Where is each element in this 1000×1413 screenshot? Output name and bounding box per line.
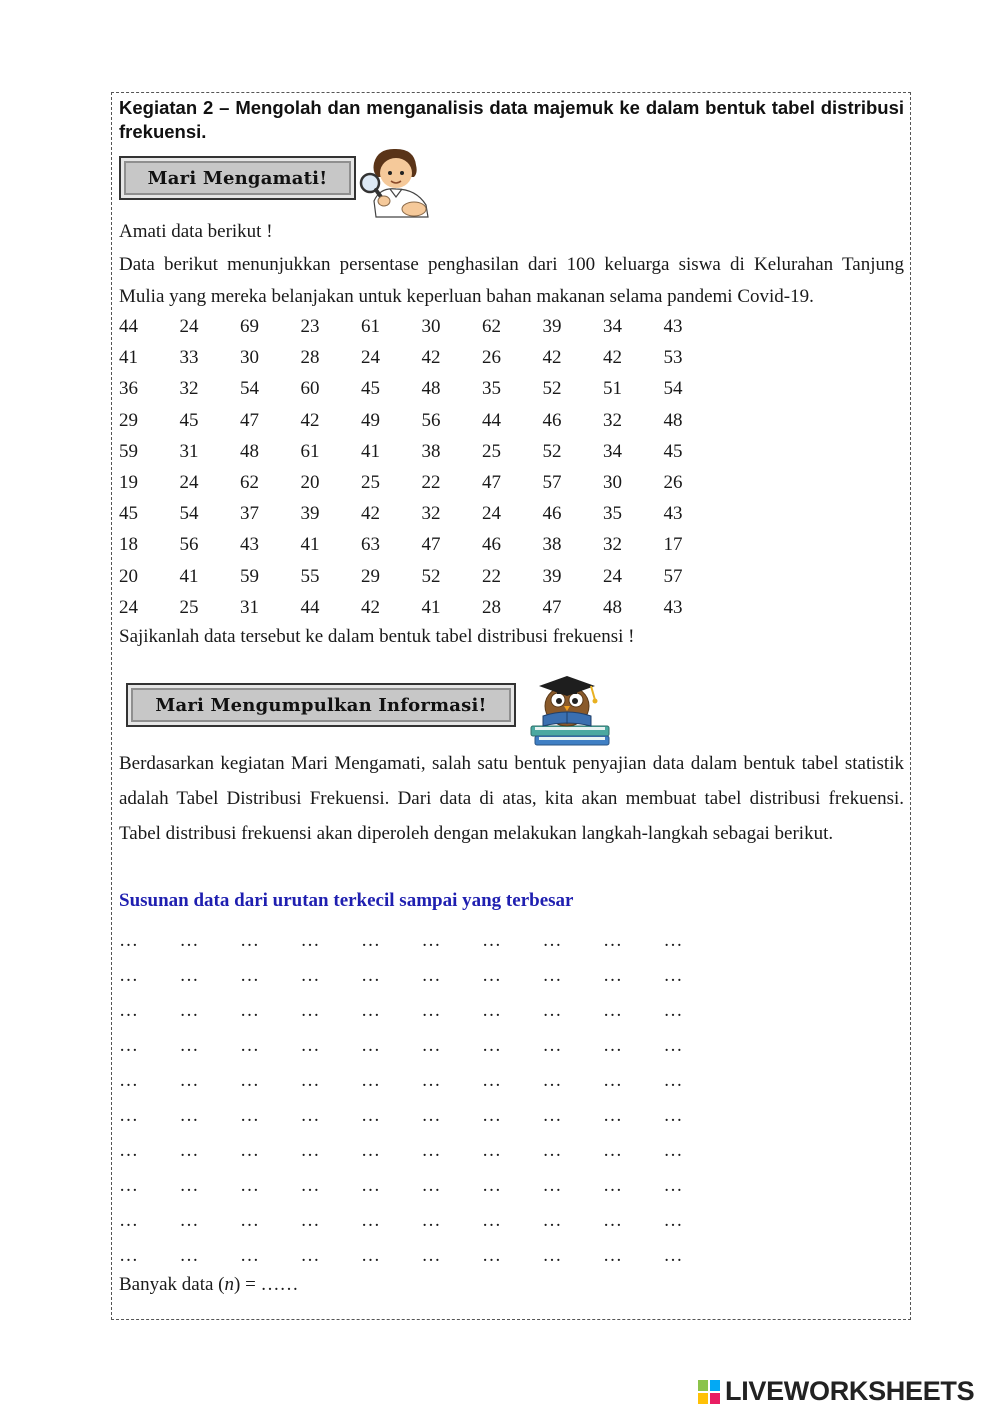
blank-cell[interactable]: …	[361, 1245, 380, 1266]
blank-cell[interactable]: …	[663, 965, 683, 986]
blank-cell[interactable]: …	[482, 1070, 501, 1091]
blank-cell[interactable]: …	[663, 1035, 683, 1056]
blank-cell[interactable]: …	[240, 1070, 259, 1091]
blank-cell[interactable]: …	[421, 1210, 441, 1231]
data-cell: 30	[240, 347, 259, 369]
data-cell: 52	[542, 378, 562, 400]
data-count-label	[119, 1272, 904, 1298]
blank-cell[interactable]: …	[603, 1175, 622, 1196]
blank-cell[interactable]: …	[361, 1070, 380, 1091]
data-cell: 26	[663, 471, 683, 493]
data-cell: 47	[482, 471, 501, 493]
data-cell: 38	[542, 534, 562, 556]
blank-cell[interactable]: …	[119, 1175, 138, 1196]
observe-badge: Mari Mengamati!	[119, 156, 356, 200]
data-cell: 61	[300, 440, 320, 462]
observe-description: Data berikut menunjukkan persentase penghasilan dari 100 keluarga siswa di Kelurahan Tanjung Mulia yang mereka belanjakan untuk keperluan bahan makanan selama pandemi Covid-19.	[119, 254, 904, 307]
blank-cell[interactable]: …	[542, 1140, 562, 1161]
data-cell: 43	[663, 503, 683, 525]
blank-cell[interactable]: …	[361, 1105, 380, 1126]
blank-cell[interactable]: …	[179, 1245, 199, 1266]
blank-cell[interactable]: …	[179, 1035, 199, 1056]
blank-cell[interactable]: …	[240, 1175, 259, 1196]
data-cell: 47	[421, 534, 441, 556]
blank-cell[interactable]: …	[119, 1105, 138, 1126]
sort-heading: Susunan data dari urutan terkecil sampai yang terbesar	[119, 890, 574, 911]
blank-cell[interactable]: …	[542, 1000, 562, 1021]
count-label-suffix: ) = ……	[234, 1274, 299, 1295]
data-cell: 31	[240, 596, 259, 618]
data-cell: 54	[663, 378, 683, 400]
data-table	[119, 311, 724, 623]
data-cell: 57	[663, 565, 683, 587]
blank-cell[interactable]: …	[240, 1245, 259, 1266]
data-cell: 37	[240, 503, 259, 525]
blank-cell[interactable]: …	[421, 1175, 441, 1196]
blank-cell[interactable]: …	[542, 1245, 562, 1266]
data-cell: 17	[663, 534, 683, 556]
blank-cell[interactable]: …	[421, 1245, 441, 1266]
data-cell: 41	[300, 534, 320, 556]
data-cell: 48	[240, 440, 259, 462]
blank-cell[interactable]: …	[421, 1070, 441, 1091]
blank-cell[interactable]: …	[119, 1245, 138, 1266]
data-cell: 45	[179, 409, 199, 431]
owl-graduate-books-illustration	[525, 668, 615, 748]
blank-cell[interactable]: …	[421, 1000, 441, 1021]
blank-cell[interactable]: …	[240, 1210, 259, 1231]
data-cell: 69	[240, 316, 259, 337]
blank-cell[interactable]: …	[421, 1035, 441, 1056]
blank-cell[interactable]: …	[361, 965, 380, 986]
data-cell: 25	[179, 596, 199, 618]
data-cell: 30	[603, 471, 622, 493]
blank-cell[interactable]: …	[300, 930, 320, 951]
data-cell: 41	[119, 347, 138, 369]
blank-cell[interactable]: …	[663, 1000, 683, 1021]
blank-cell[interactable]: …	[300, 1000, 320, 1021]
data-cell: 42	[361, 503, 380, 525]
blank-cell[interactable]: …	[482, 1175, 501, 1196]
data-cell: 28	[300, 347, 320, 369]
blank-cell[interactable]: …	[603, 1245, 622, 1266]
observe-intro: Amati data berikut !	[119, 221, 273, 242]
data-cell: 35	[482, 378, 501, 400]
blank-cell[interactable]: …	[240, 1000, 259, 1021]
blank-cell[interactable]: …	[603, 1105, 622, 1126]
blank-cell[interactable]: …	[421, 1105, 441, 1126]
liveworksheets-logo-text: LIVEWORKSHEETS	[725, 1376, 975, 1406]
blank-cell[interactable]: …	[482, 1140, 501, 1161]
blank-cell[interactable]: …	[300, 1245, 320, 1266]
data-cell: 48	[663, 409, 683, 431]
blank-cell[interactable]: …	[300, 965, 320, 986]
data-cell: 59	[119, 440, 138, 462]
blank-cell[interactable]: …	[603, 1210, 622, 1231]
blank-cell[interactable]: …	[542, 1175, 562, 1196]
data-cell: 46	[542, 503, 562, 525]
data-cell: 56	[421, 409, 441, 431]
blank-cell[interactable]: …	[179, 1070, 199, 1091]
blank-cell[interactable]: …	[542, 1210, 562, 1231]
blank-cell[interactable]: …	[179, 1000, 199, 1021]
student-magnifier-illustration	[356, 143, 436, 223]
data-cell: 45	[361, 378, 380, 400]
data-cell: 62	[240, 471, 259, 493]
blank-cell[interactable]: …	[179, 1140, 199, 1161]
blank-cell[interactable]: …	[179, 1105, 199, 1126]
data-cell: 38	[421, 440, 441, 462]
data-cell: 44	[119, 316, 138, 337]
data-cell: 54	[179, 503, 199, 525]
data-cell: 55	[300, 565, 320, 587]
task-instruction: Sajikanlah data tersebut ke dalam bentuk tabel distribusi frekuensi !	[119, 626, 635, 647]
sorted-data-blanks	[119, 923, 724, 1273]
data-cell: 26	[482, 347, 501, 369]
data-cell: 52	[421, 565, 441, 587]
data-cell: 32	[179, 378, 199, 400]
data-cell: 39	[300, 503, 320, 525]
data-cell: 20	[300, 471, 320, 493]
data-cell: 41	[179, 565, 199, 587]
blank-cell[interactable]: …	[240, 1140, 259, 1161]
data-cell: 43	[663, 596, 683, 618]
blank-cell[interactable]: …	[179, 1210, 199, 1231]
data-cell: 43	[663, 316, 683, 337]
data-cell: 34	[603, 316, 622, 337]
count-label-prefix: Banyak data (	[119, 1274, 225, 1295]
data-cell: 63	[361, 534, 380, 556]
blank-cell[interactable]: …	[119, 1035, 138, 1056]
data-cell: 28	[482, 596, 501, 618]
blank-cell[interactable]: …	[542, 1035, 562, 1056]
data-cell: 54	[240, 378, 259, 400]
data-cell: 25	[482, 440, 501, 462]
blank-cell[interactable]: …	[300, 1035, 320, 1056]
liveworksheets-logo-icon	[697, 1378, 721, 1406]
collect-badge: Mari Mengumpulkan Informasi!	[126, 683, 516, 727]
blank-cell[interactable]: …	[603, 1000, 622, 1021]
blank-cell[interactable]: …	[663, 1245, 683, 1266]
data-cell: 47	[542, 596, 562, 618]
blank-cell[interactable]: …	[300, 1210, 320, 1231]
blank-cell[interactable]: …	[603, 1140, 622, 1161]
data-cell: 32	[603, 534, 622, 556]
data-cell: 53	[663, 347, 683, 369]
blank-cell[interactable]: …	[119, 1140, 138, 1161]
data-cell: 29	[119, 409, 138, 431]
data-cell: 42	[361, 596, 380, 618]
blank-cell[interactable]: …	[179, 965, 199, 986]
blank-cell[interactable]: …	[361, 1210, 380, 1231]
data-cell: 60	[300, 378, 320, 400]
blank-cell[interactable]: …	[482, 930, 501, 951]
blank-cell[interactable]: …	[119, 930, 138, 951]
data-cell: 25	[361, 471, 380, 493]
data-cell: 33	[179, 347, 199, 369]
activity-heading: Kegiatan 2 – Mengolah dan menganalisis data majemuk ke dalam bentuk tabel distribusi frekuensi.	[119, 97, 904, 142]
blank-cell[interactable]: …	[361, 1035, 380, 1056]
blank-cell[interactable]: …	[663, 1175, 683, 1196]
blank-cell[interactable]: …	[482, 1210, 501, 1231]
blank-cell[interactable]: …	[663, 1140, 683, 1161]
blank-cell[interactable]: …	[300, 1140, 320, 1161]
data-cell: 24	[179, 471, 199, 493]
data-cell: 44	[300, 596, 320, 618]
blank-cell[interactable]: …	[240, 930, 259, 951]
blank-cell[interactable]: …	[482, 1245, 501, 1266]
data-cell: 41	[421, 596, 441, 618]
blank-cell[interactable]: …	[179, 930, 199, 951]
data-cell: 29	[361, 565, 380, 587]
blank-cell[interactable]: …	[179, 1175, 199, 1196]
data-cell: 22	[482, 565, 501, 587]
blank-cell[interactable]: …	[482, 1000, 501, 1021]
data-cell: 45	[119, 503, 138, 525]
blank-cell[interactable]: …	[482, 965, 501, 986]
blank-cell[interactable]: …	[603, 965, 622, 986]
data-cell: 35	[603, 503, 622, 525]
data-cell: 42	[421, 347, 441, 369]
data-cell: 30	[421, 316, 441, 337]
blank-cell[interactable]: …	[482, 1035, 501, 1056]
data-cell: 47	[240, 409, 259, 431]
data-cell: 39	[542, 316, 562, 337]
data-cell: 24	[603, 565, 622, 587]
data-cell: 24	[119, 596, 138, 618]
data-cell: 56	[179, 534, 199, 556]
data-cell: 61	[361, 316, 380, 337]
blank-cell[interactable]: …	[300, 1070, 320, 1091]
data-cell: 42	[603, 347, 622, 369]
blank-cell[interactable]: …	[361, 1175, 380, 1196]
data-cell: 42	[300, 409, 320, 431]
data-cell: 42	[542, 347, 562, 369]
blank-cell[interactable]: …	[240, 1035, 259, 1056]
data-cell: 23	[300, 316, 320, 337]
blank-cell[interactable]: …	[421, 1140, 441, 1161]
blank-cell[interactable]: …	[119, 1070, 138, 1091]
blank-cell[interactable]: …	[663, 930, 683, 951]
data-cell: 48	[603, 596, 622, 618]
blank-cell[interactable]: …	[542, 1105, 562, 1126]
data-cell: 20	[119, 565, 138, 587]
blank-cell[interactable]: …	[603, 1070, 622, 1091]
blank-cell[interactable]: …	[119, 1000, 138, 1021]
blank-cell[interactable]: …	[542, 965, 562, 986]
data-cell: 39	[542, 565, 562, 587]
blank-cell[interactable]: …	[663, 1210, 683, 1231]
data-cell: 32	[603, 409, 622, 431]
blank-cell[interactable]: …	[361, 930, 380, 951]
data-cell: 45	[663, 440, 683, 462]
blank-cell[interactable]: …	[421, 930, 441, 951]
data-cell: 46	[542, 409, 562, 431]
blank-cell[interactable]: …	[603, 930, 622, 951]
data-cell: 41	[361, 440, 380, 462]
liveworksheets-logo	[697, 1376, 974, 1407]
data-cell: 19	[119, 471, 138, 493]
blank-cell[interactable]: …	[663, 1105, 683, 1126]
data-cell: 22	[421, 471, 441, 493]
blank-cell[interactable]: …	[119, 1210, 138, 1231]
data-cell: 43	[240, 534, 259, 556]
blank-cell[interactable]: …	[482, 1105, 501, 1126]
blank-cell[interactable]: …	[240, 965, 259, 986]
blank-cell[interactable]: …	[300, 1175, 320, 1196]
data-cell: 18	[119, 534, 138, 556]
data-cell: 24	[361, 347, 380, 369]
data-cell: 36	[119, 378, 138, 400]
blank-cell[interactable]: …	[300, 1105, 320, 1126]
blank-cell[interactable]: …	[361, 1000, 380, 1021]
data-cell: 48	[421, 378, 441, 400]
data-cell: 59	[240, 565, 259, 587]
blank-cell[interactable]: …	[663, 1070, 683, 1091]
blank-cell[interactable]: …	[421, 965, 441, 986]
count-label-variable: n	[224, 1274, 235, 1295]
collect-paragraph: Berdasarkan kegiatan Mari Mengamati, salah satu bentuk penyajian data dalam bentuk tabel statistik adalah Tabel Distribusi Frekuensi. Dari data di atas, kita akan membuat tabel distribusi frekuensi. Tabel distribusi frekuensi akan diperoleh dengan melakukan langkah-langkah sebagai berikut.	[119, 753, 904, 844]
data-cell: 31	[179, 440, 199, 462]
data-cell: 62	[482, 316, 501, 337]
blank-cell[interactable]: …	[361, 1140, 380, 1161]
data-cell: 24	[179, 316, 199, 337]
data-cell: 57	[542, 471, 562, 493]
blank-cell[interactable]: …	[119, 965, 138, 986]
blank-cell[interactable]: …	[542, 930, 562, 951]
blank-cell[interactable]: …	[542, 1070, 562, 1091]
data-cell: 52	[542, 440, 562, 462]
data-cell: 44	[482, 409, 501, 431]
data-cell: 51	[603, 378, 622, 400]
blank-cell[interactable]: …	[603, 1035, 622, 1056]
data-cell: 24	[482, 503, 501, 525]
data-cell: 32	[421, 503, 441, 525]
data-cell: 34	[603, 440, 622, 462]
data-cell: 46	[482, 534, 501, 556]
blank-cell[interactable]: …	[240, 1105, 259, 1126]
data-cell: 49	[361, 409, 380, 431]
